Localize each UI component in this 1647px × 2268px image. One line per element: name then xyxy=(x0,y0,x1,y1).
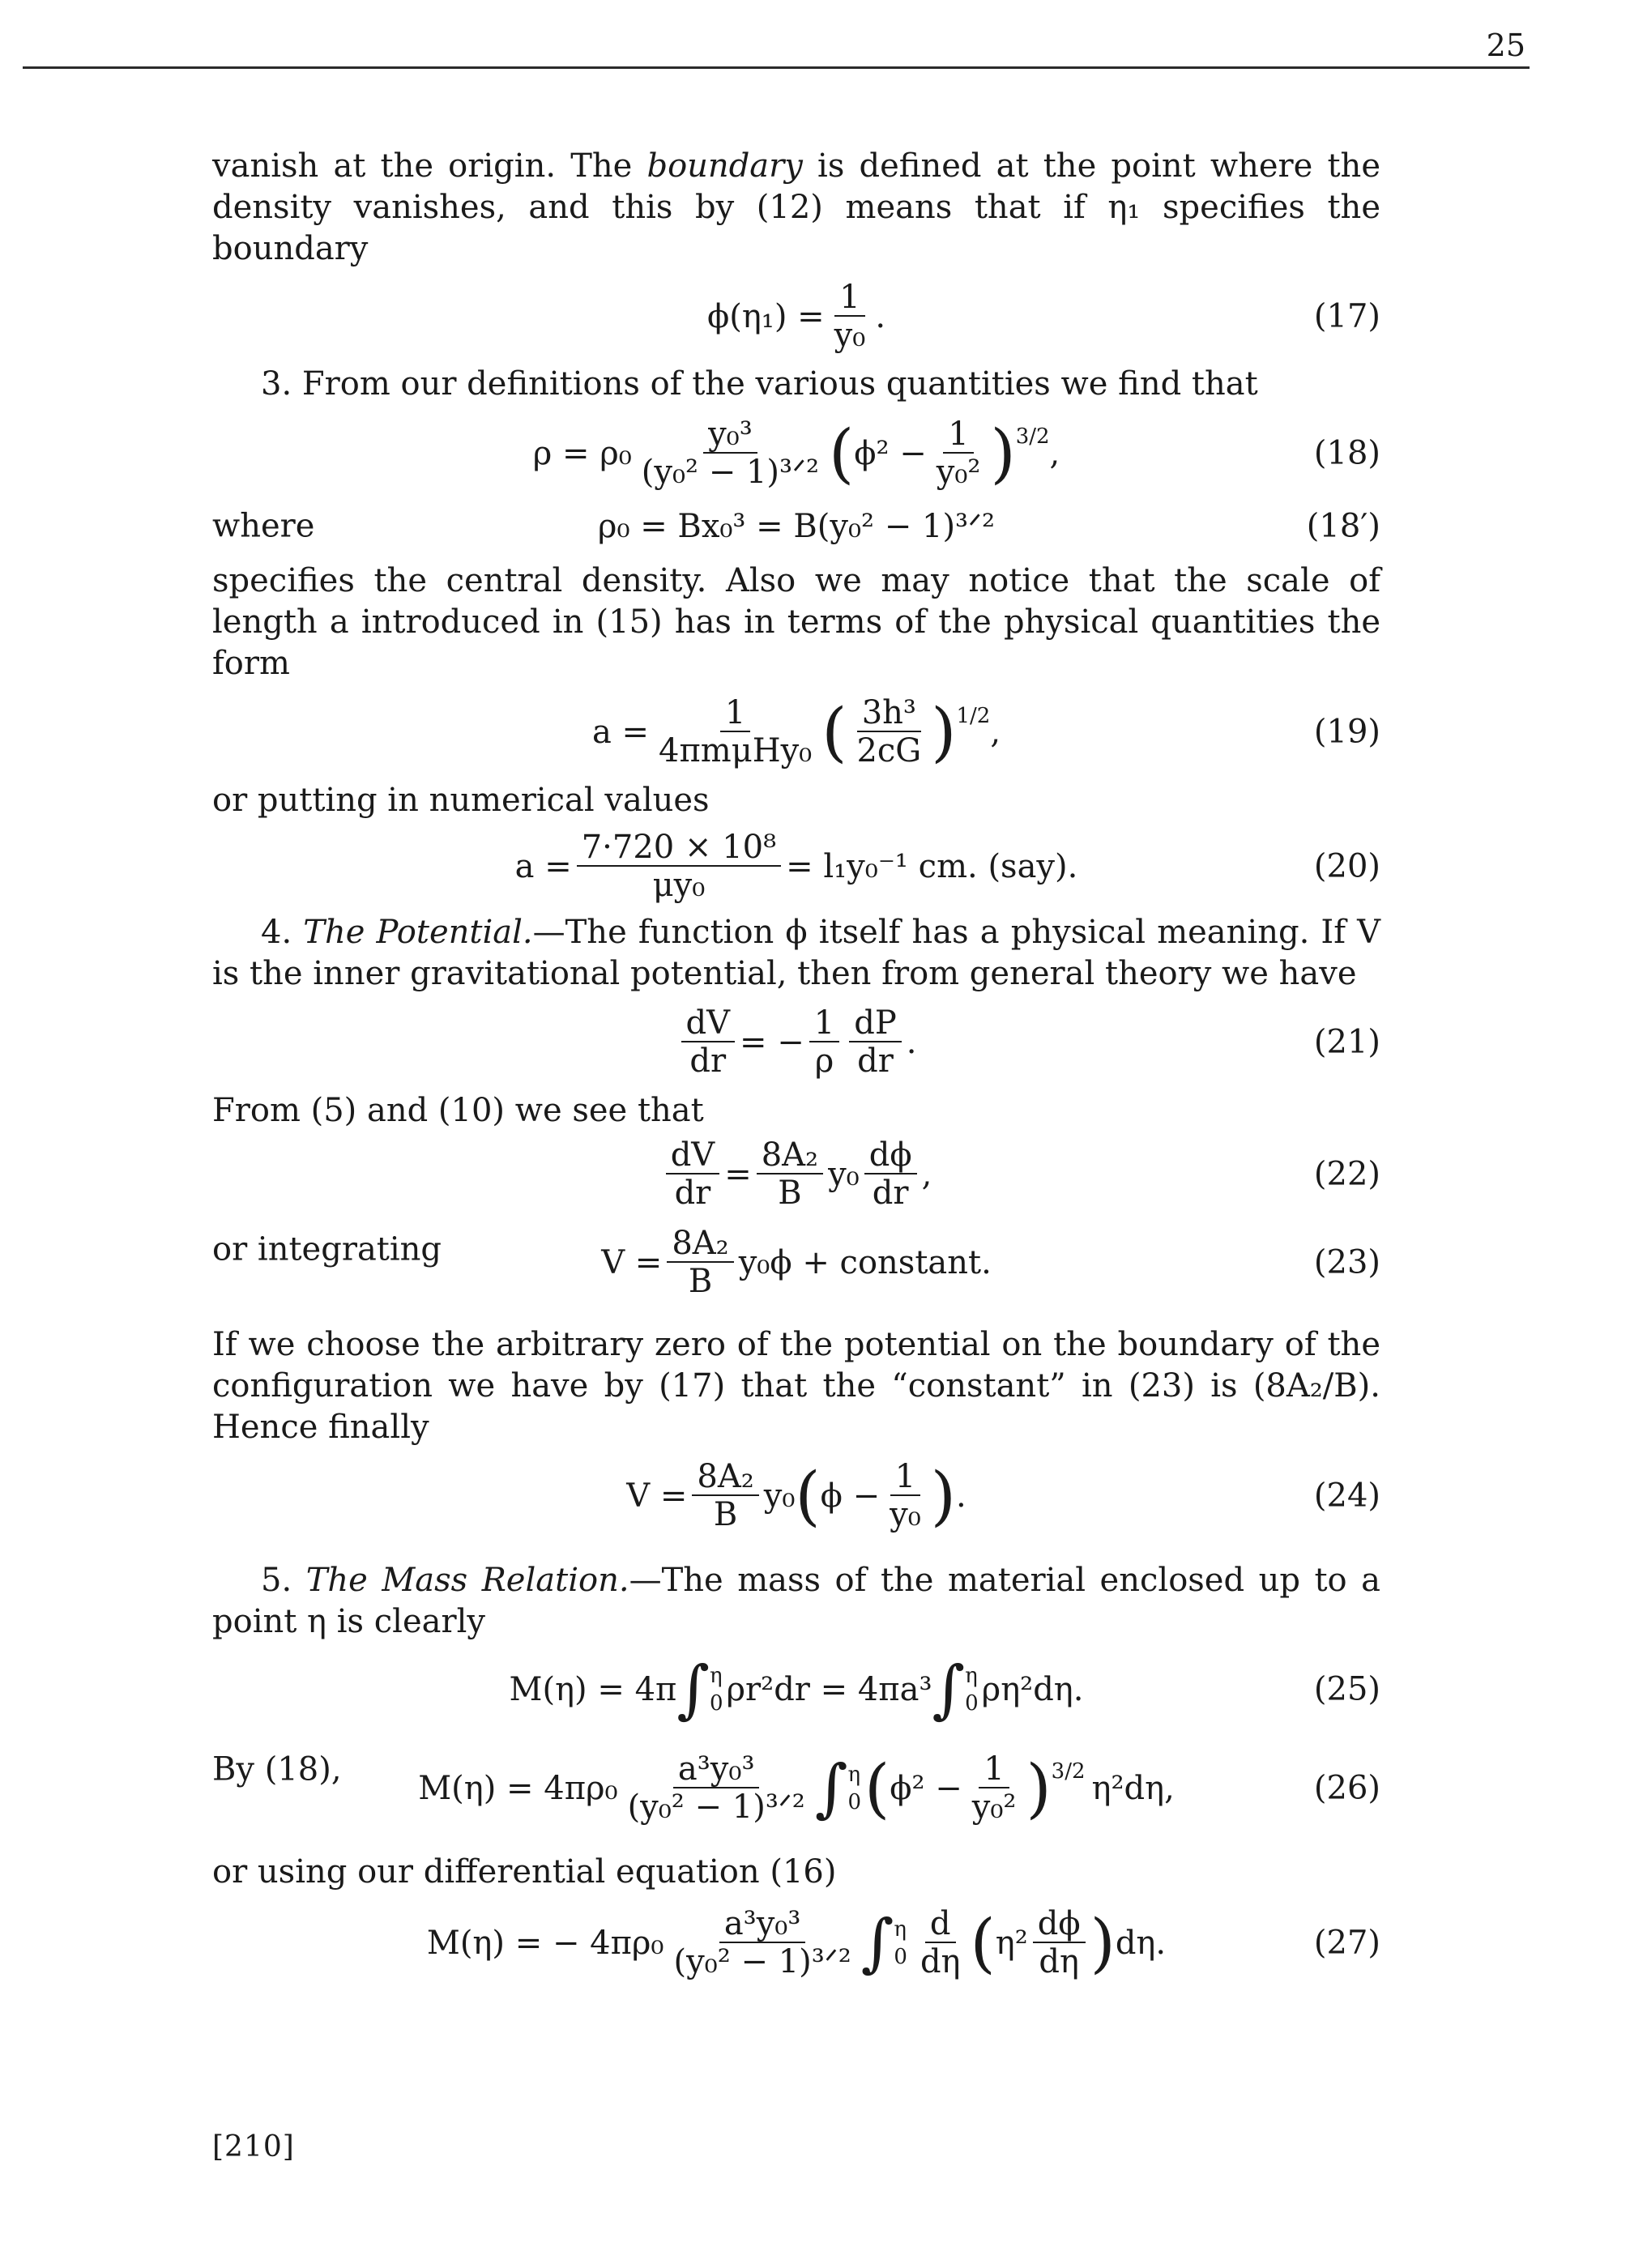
section-3-intro: 3. From our definitions of the various quantities we find that xyxy=(261,365,1258,403)
equation-22: $\frac{dV}{dr}$ = $\frac{\text{8A₂}}{B}$ y₀ $\frac{d\phi}{dr}$ , (22) xyxy=(212,1132,1380,1217)
paragraph-numerical: or putting in numerical values xyxy=(212,782,710,819)
paragraph-central-density: specifies the central density. Also we may notice that the scale of length a introduced in (15) has in terms of the physical quantities the form xyxy=(212,562,1380,682)
integral-sign: ∫ xyxy=(814,1752,848,1825)
equation-18-prime: where ρ₀ = Bx₀³ = B(y₀² − 1)³ᐟ² (18′) xyxy=(212,502,1380,551)
equation-25: M(η) = 4π ∫ η 0 ρr²dr = 4πa³ ∫ η 0 ρη²dη. (25) xyxy=(509,1653,1380,1726)
equation-number-27: (27) xyxy=(1313,1924,1380,1962)
equation-number-25: (25) xyxy=(1313,1670,1380,1708)
equation-number-21: (21) xyxy=(1313,1023,1380,1061)
equation-26: By (18), M(η) = 4πρ₀ $\frac{\text{a³y₀³}}{\text{(y₀² − 1)³ᐟ²}}$ ∫ η 0 ( ϕ² − $\frac{1}{\text{y₀²}}$ ) $^{3/2}$ η²dη, (26) xyxy=(212,1750,1380,1826)
equation-27: M(η) = − 4πρ₀ $\frac{\text{a³y₀³}}{\text{(y₀² − 1)³ᐟ²}}$ ∫ η 0 $\frac{d}{d\eta}$ ( η² $\frac{d\phi}{d\eta}$ ) dη. (27) xyxy=(426,1905,1380,1980)
equation-number-26: (26) xyxy=(1313,1769,1380,1807)
equation-17: ϕ(η₁) = $\frac{1}{\text{y₀}}$ . (17) xyxy=(706,279,1380,354)
paragraph-differential: or using our differential equation (16) xyxy=(212,1853,837,1891)
paragraph-arbitrary-zero: If we choose the arbitrary zero of the potential on the boundary of the configuration we have by (17) that the “constant” in (23) is (8A₂/B). Hence finally xyxy=(212,1326,1380,1446)
section-5-title: The Mass Relation. xyxy=(305,1562,629,1599)
integral-sign: ∫ xyxy=(676,1653,710,1726)
equation-19: a = $\frac{1}{\text{4πmμHy₀}}$ ( $\frac{\text{3h³}}{2cG}$ ) $^{1/2}$ , (19) xyxy=(591,694,1380,770)
integral-sign: ∫ xyxy=(860,1907,894,1980)
equation-21: $\frac{dV}{dr}$ = − $\frac{1}{\rho}$ $\frac{dP}{dr}$ . (21) xyxy=(212,995,1380,1090)
section-4-intro: 4. The Potential.—The function ϕ itself has a physical meaning. If V is the inner gravitational potential, then from general theory we have xyxy=(212,914,1381,992)
footer-page-code: [210] xyxy=(212,2130,295,2164)
equation-number-19: (19) xyxy=(1313,713,1380,751)
equation-number-20: (20) xyxy=(1313,847,1380,885)
equation-number-22: (22) xyxy=(1313,1155,1380,1193)
equation-number-17: (17) xyxy=(1313,297,1380,335)
equation-number-18: (18) xyxy=(1313,434,1380,472)
equation-24: V = $\frac{\text{8A₂}}{B}$ y₀ ( ϕ − $\frac{1}{\text{y₀}}$ ) . (24) xyxy=(626,1458,1380,1533)
integral-sign: ∫ xyxy=(932,1653,966,1726)
equation-number-18-prime: (18′) xyxy=(1306,507,1380,545)
boundary-term: boundary xyxy=(646,147,803,185)
header-rule xyxy=(23,66,1530,69)
page-number: 25 xyxy=(1486,28,1525,63)
eq17-fraction: $\frac{1}{\text{y₀}}$ xyxy=(834,279,866,354)
equation-23: or integrating V = $\frac{\text{8A₂}}{B}$ y₀ϕ + constant. (23) xyxy=(212,1225,1380,1300)
paragraph-boundary: vanish at the origin. The boundary is defined at the point where the density vanishes, and this by (12) means that if η₁ specifies the boundary xyxy=(212,147,1380,267)
section-5-intro: 5. The Mass Relation.—The mass of the material enclosed up to a point η is clearly xyxy=(212,1562,1380,1640)
equation-number-23: (23) xyxy=(1313,1243,1380,1281)
paragraph-from-5-10: From (5) and (10) we see that xyxy=(212,1092,704,1129)
equation-18: ρ = ρ₀ $\frac{\text{y₀³}}{\text{(y₀² − 1)³ᐟ²}}$ ( ϕ² − $\frac{1}{\text{y₀²}}$ ) $^{3/2}$ , (18) xyxy=(532,416,1380,491)
section-4-title: The Potential. xyxy=(303,914,533,951)
equation-20: a = $\frac{\text{7·720 × 10⁸}}{\text{μy₀}}$ = l₁y₀⁻¹ cm. (say). (20) xyxy=(514,829,1380,904)
equation-number-24: (24) xyxy=(1313,1477,1380,1515)
page-body xyxy=(212,146,1380,1993)
